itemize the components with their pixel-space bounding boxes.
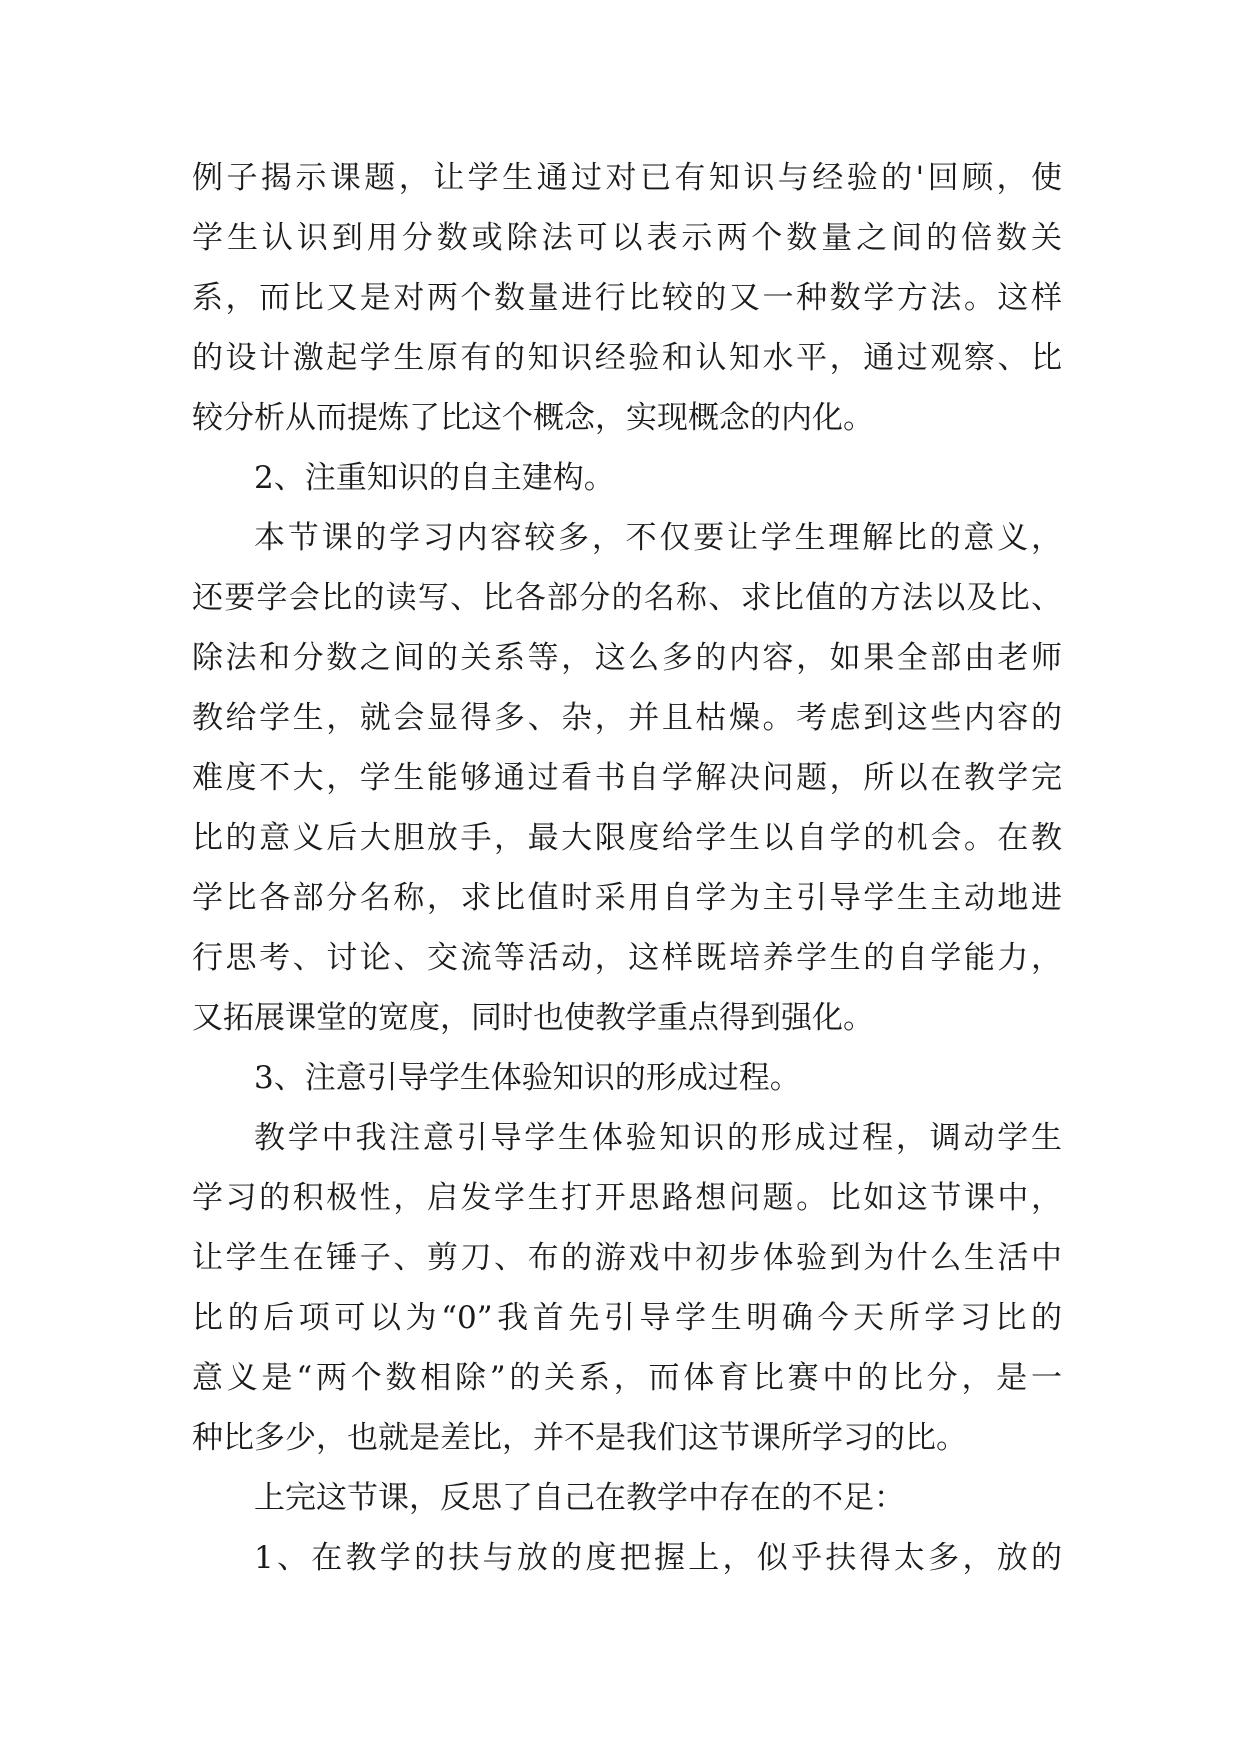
text-line: 难度不大，学生能够通过看书自学解决问题，所以在教学完 <box>192 760 1062 796</box>
text-line: 学比各部分名称，求比值时采用自学为主引导学生主动地进 <box>192 880 1062 916</box>
text-line: 的设计激起学生原有的知识经验和认知水平，通过观察、比 <box>192 340 1062 376</box>
text-line: 本节课的学习内容较多，不仅要让学生理解比的意义， <box>254 520 1062 556</box>
text-line: 除法和分数之间的关系等，这么多的内容，如果全部由老师 <box>192 640 1062 676</box>
text-line: 较分析从而提炼了比这个概念，实现概念的内化。 <box>192 400 874 436</box>
text-line: 例子揭示课题，让学生通过对已有知识与经验的'回顾，使 <box>192 160 1062 196</box>
text-line: 教学中我注意引导学生体验知识的形成过程，调动学生 <box>254 1120 1062 1156</box>
text-line: 又拓展课堂的宽度，同时也使教学重点得到强化。 <box>192 1000 874 1036</box>
text-line: 学习的积极性，启发学生打开思路想问题。比如这节课中， <box>192 1180 1062 1216</box>
text-line: 比的后项可以为“0”我首先引导学生明确今天所学习比的 <box>192 1300 1062 1336</box>
text-line: 种比多少，也就是差比，并不是我们这节课所学习的比。 <box>192 1420 967 1456</box>
text-line: 行思考、讨论、交流等活动，这样既培养学生的自学能力， <box>192 940 1062 976</box>
text-line: 上完这节课，反思了自己在教学中存在的不足： <box>254 1480 905 1516</box>
text-line: 让学生在锤子、剪刀、布的游戏中初步体验到为什么生活中 <box>192 1240 1062 1276</box>
text-line: 意义是“两个数相除”的关系，而体育比赛中的比分，是一 <box>192 1360 1062 1396</box>
text-line: 系，而比又是对两个数量进行比较的又一种数学方法。这样 <box>192 280 1062 316</box>
text-line: 1、在教学的扶与放的度把握上，似乎扶得太多，放的 <box>254 1540 1062 1576</box>
text-line: 学生认识到用分数或除法可以表示两个数量之间的倍数关 <box>192 220 1062 256</box>
text-line: 教给学生，就会显得多、杂，并且枯燥。考虑到这些内容的 <box>192 700 1062 736</box>
text-line: 比的意义后大胆放手，最大限度给学生以自学的机会。在教 <box>192 820 1062 856</box>
section-heading: 2、注重知识的自主建构。 <box>254 460 615 496</box>
text-line: 还要学会比的读写、比各部分的名称、求比值的方法以及比、 <box>192 580 1062 616</box>
section-heading: 3、注意引导学生体验知识的形成过程。 <box>254 1060 801 1096</box>
